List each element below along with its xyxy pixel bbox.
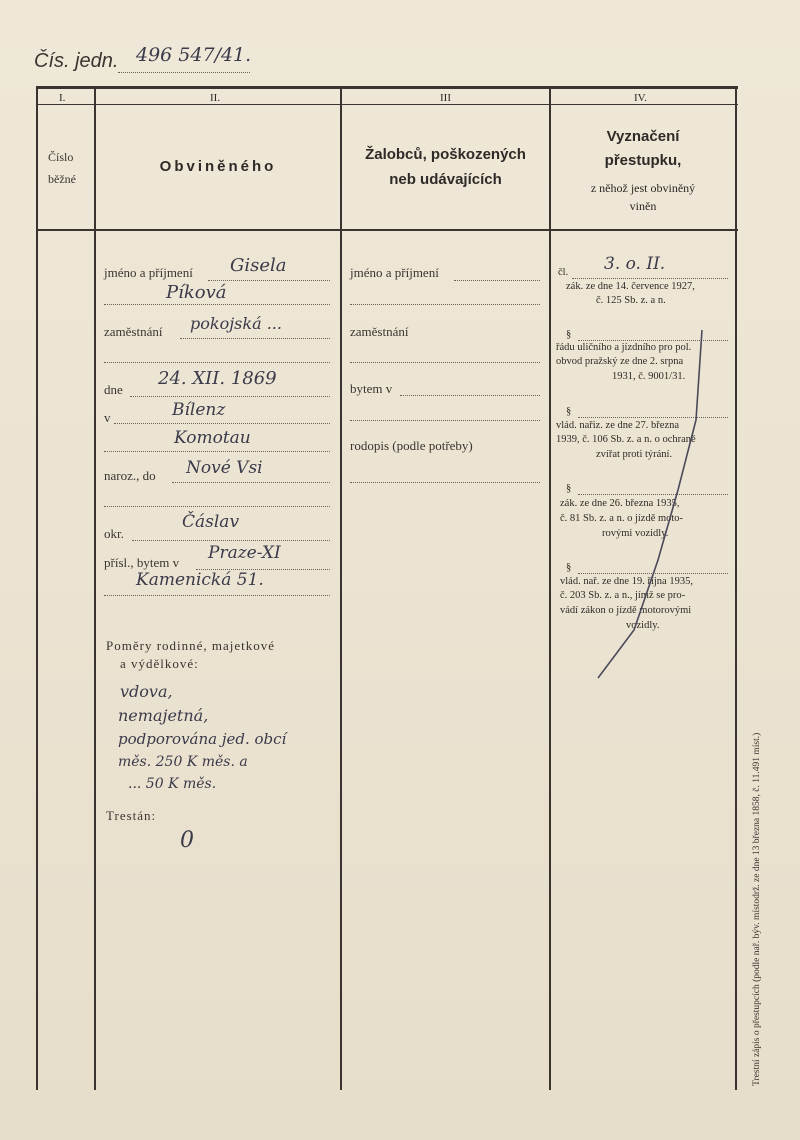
offence-law5-line4: vozidly. [626,620,660,631]
offence-article-value: 3. o. II. [604,254,666,274]
accused-place-line [114,423,330,424]
offence-law1-line1: zák. ze dne 14. července 1927, [566,281,695,292]
offence-law3-section: § [566,406,572,417]
offence-law5-line1: vlád. nař. ze dne 19. října 1935, [560,576,693,587]
accused-surname: Píková [166,282,227,303]
accused-occupation: pokojská ... [190,314,282,333]
offence-law2-section: § [566,329,572,340]
plaintiff-residence-line [400,395,540,396]
accused-family5: ... 50 K měs. [128,776,217,792]
offence-law3-line3: zvířat proti týrání. [596,449,673,460]
offence-law4-line3: rovými vozidly. [602,528,669,539]
accused-birth-date: 24. XII. 1869 [158,368,277,389]
offence-law3-line1: vlád. nařiz. ze dne 27. března [556,420,680,431]
col2-header: Obviněného [159,158,277,175]
table-top-border [36,86,738,89]
accused-domicile1: Praze-XI [208,543,281,563]
pen-strike-mark [550,300,740,700]
accused-name-label: jméno a příjmení [104,265,193,280]
accused-district-label: okr. [104,526,124,541]
col1-header-line1: Číslo [48,150,74,164]
offence-law2-line3: 1931, č. 9001/31. [612,371,686,382]
col-divider-2 [340,86,342,1090]
frame-left [36,86,38,1090]
accused-born-district: Nové Vsi [186,458,263,478]
col4-header-line4: viněn [629,199,657,213]
accused-convicted: 0 [180,828,194,853]
col-divider-1 [94,86,96,1090]
accused-domicile-line2 [104,595,330,596]
plaintiff-residence-line2 [350,420,540,421]
offence-law4-line2: č. 81 Sb. z. a n. o jízdě moto- [560,513,684,524]
col4-header-line1: Vyznačení [606,128,680,145]
accused-district: Čáslav [182,512,240,532]
col4-header-line3: z něhož jest obviněný [590,181,696,195]
column-numeral-1: I. [59,92,66,104]
accused-first-name: Gisela [230,255,287,276]
offence-law5-line2: č. 203 Sb. z. a n., jímž se pro- [560,590,686,601]
plaintiff-residence-label: bytem v [350,381,393,396]
accused-born-line2 [104,506,330,507]
col3-header-line2: neb udávajících [389,171,502,188]
accused-convicted-label: Trestán: [106,808,157,823]
accused-domicile2: Kamenická 51. [136,570,264,590]
plaintiff-name-line [454,280,540,281]
accused-occupation-label: zaměstnání [104,324,163,339]
accused-place-label: v [104,410,111,425]
plaintiff-description-line [350,482,540,483]
accused-occupation-line [180,338,330,339]
header-numeral-border [36,104,738,105]
cis-jedn-line [118,72,250,73]
side-footer-text: Trestní zápis o přestupcích (podle nař. býv. místodrž. ze dne 13 března 1858, č. 11.491 míst.) [752,732,762,1086]
plaintiff-occupation-line [350,362,540,363]
header-bottom-border [36,229,738,231]
accused-date-line [130,396,330,397]
offence-law5-section: § [566,562,572,573]
offence-law2-line2: obvod pražský ze dne 2. srpna [556,356,684,367]
accused-family2: nemajetná, [118,706,209,725]
accused-name-line [208,280,330,281]
offence-law5-line3: vádí zákon o jízdě motorovými [560,605,692,616]
accused-district-line [132,540,330,541]
offence-law1-line2: č. 125 Sb. z. a n. [596,295,666,306]
column-numeral-3: III [440,92,451,104]
accused-date-label: dne [104,382,123,397]
accused-family-label1: Poměry rodinné, majetkové [106,638,276,653]
accused-born-label: naroz., do [104,468,156,483]
accused-domicile-label: přísl., bytem v [104,555,180,570]
column-numeral-2: II. [210,92,221,104]
offence-law2-line1: řádu uličního a jízdního pro pol. [556,342,692,353]
offence-article-label: čl. [558,267,569,278]
accused-surname-line [104,304,330,305]
plaintiff-name-label: jméno a příjmení [350,265,439,280]
col3-header-line1: Žalobců, poškozených [365,146,526,163]
cis-jedn-label: Čís. jedn. [34,50,119,72]
cis-jedn-value: 496 547/41. [136,44,252,66]
plaintiff-occupation-label: zaměstnání [350,324,409,339]
offence-article-line [572,278,728,279]
accused-family3: podporována jed. obcí [118,730,287,748]
offence-law4-line1: zák. ze dne 26. března 1935, [560,498,680,509]
column-numeral-4: IV. [634,92,647,104]
accused-family4: měs. 250 K měs. a [118,754,248,770]
accused-born-line [172,482,330,483]
plaintiff-name-line2 [350,304,540,305]
col1-header-line2: běžné [48,172,76,186]
accused-occupation-line2 [104,362,330,363]
col4-header-line2: přestupku, [604,152,682,169]
offence-law4-section: § [566,483,572,494]
accused-place1: Bílenz [172,400,226,420]
accused-family1: vdova, [120,682,173,701]
plaintiff-description-label: rodopis (podle potřeby) [350,438,473,453]
accused-place2: Komotau [174,428,251,448]
offence-law3-line2: 1939, č. 106 Sb. z. a n. o ochraně [556,434,696,445]
accused-place-line2 [104,451,330,452]
accused-family-label2: a výdělkové: [120,656,199,671]
